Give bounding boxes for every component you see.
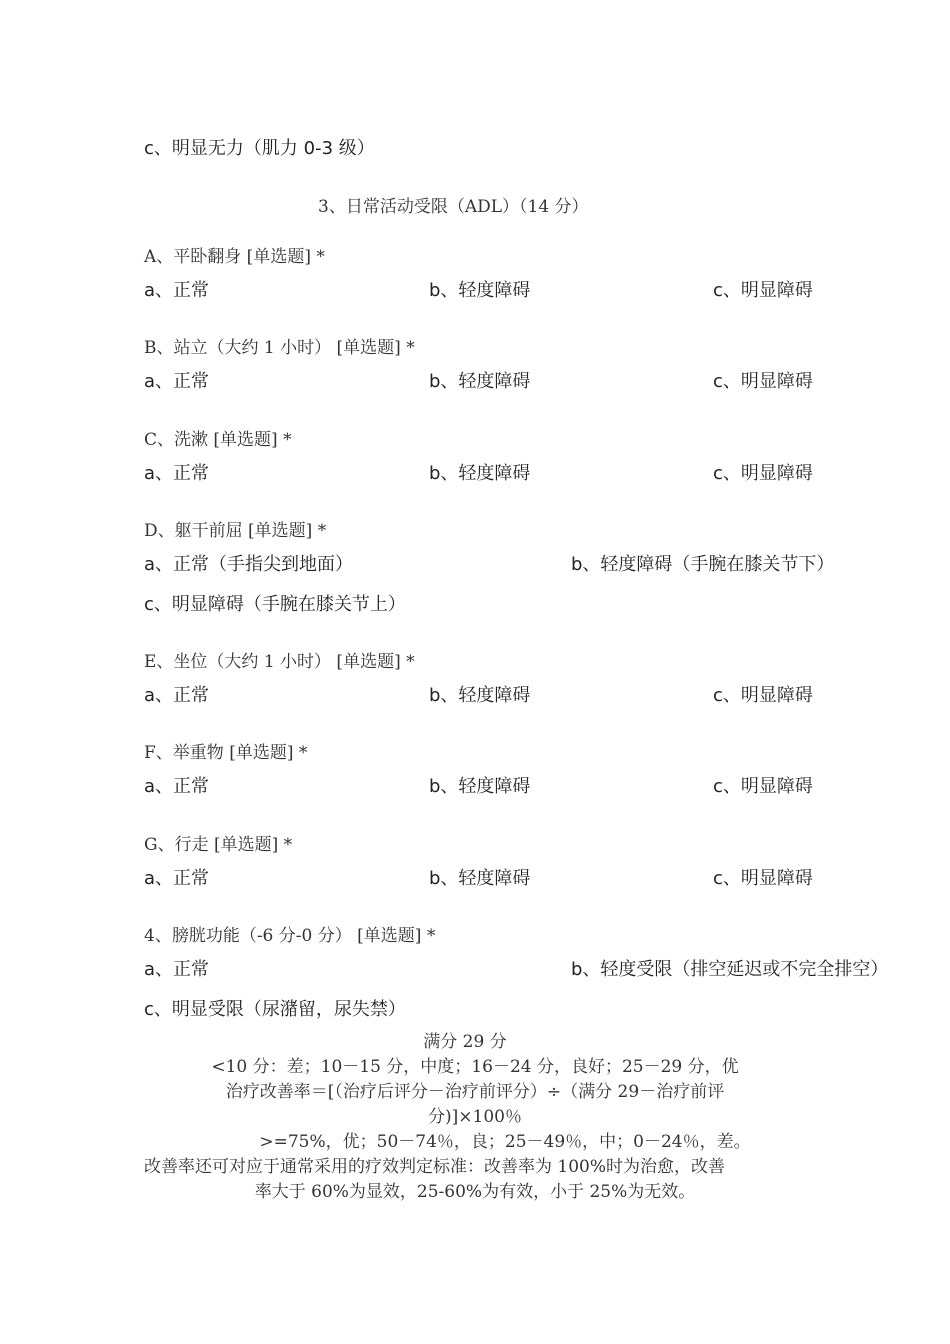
question-bladder-option-a[interactable]: a、正常 (144, 959, 210, 980)
section-3-title: 3、日常活动受限（ADL）（14 分） (318, 197, 589, 217)
question-b-option-a[interactable]: a、正常 (144, 371, 210, 392)
question-d-option-c[interactable]: c、明显障碍（手腕在膝关节上） (144, 594, 406, 615)
question-e-option-b[interactable]: b、轻度障碍 (429, 685, 531, 706)
question-bladder-title: 4、膀胱功能（-6 分-0 分） [单选题] * (144, 926, 436, 946)
question-bladder-option-b[interactable]: b、轻度受限（排空延迟或不完全排空） (571, 959, 889, 980)
summary-formula-line2: 分)]×100％ (428, 1107, 522, 1127)
question-b-option-c[interactable]: c、明显障碍 (713, 371, 813, 392)
question-c-option-b[interactable]: b、轻度障碍 (429, 463, 531, 484)
question-a-option-b[interactable]: b、轻度障碍 (429, 280, 531, 301)
question-f-title: F、举重物 [单选题] * (144, 743, 308, 763)
question-e-title: E、坐位（大约 1 小时） [单选题] * (144, 652, 415, 672)
question-f-option-b[interactable]: b、轻度障碍 (429, 776, 531, 797)
question-a-option-c[interactable]: c、明显障碍 (713, 280, 813, 301)
summary-standard-line2: 率大于 60%为显效，25-60%为有效，小于 25%为无效。 (254, 1182, 696, 1202)
question-g-title: G、行走 [单选题] * (144, 835, 293, 855)
summary-rate-grading: >=75%，优；50－74％，良；25－49％，中；0－24％，差。 (259, 1132, 751, 1152)
question-e-option-a[interactable]: a、正常 (144, 685, 210, 706)
question-a-title: A、平卧翻身 [单选题] * (144, 247, 325, 267)
question-c-option-a[interactable]: a、正常 (144, 463, 210, 484)
question-d-title: D、躯干前屈 [单选题] * (144, 521, 327, 541)
question-b-option-b[interactable]: b、轻度障碍 (429, 371, 531, 392)
summary-grading: <10 分：差；10－15 分，中度；16－24 分，良好；25－29 分，优 (211, 1057, 739, 1077)
question-g-option-a[interactable]: a、正常 (144, 868, 210, 889)
question-e-option-c[interactable]: c、明显障碍 (713, 685, 813, 706)
option-c-marked-weakness[interactable]: c、明显无力（肌力 0-3 级） (144, 138, 375, 159)
question-d-option-a[interactable]: a、正常（手指尖到地面） (144, 554, 354, 575)
question-c-title: C、洗漱 [单选题] * (144, 430, 292, 450)
question-b-title: B、站立（大约 1 小时） [单选题] * (144, 338, 415, 358)
summary-formula-line1: 治疗改善率＝[（治疗后评分－治疗前评分）÷（满分 29－治疗前评 (225, 1082, 725, 1102)
question-g-option-b[interactable]: b、轻度障碍 (429, 868, 531, 889)
question-d-option-b[interactable]: b、轻度障碍（手腕在膝关节下） (571, 554, 835, 575)
question-bladder-option-c[interactable]: c、明显受限（尿潴留，尿失禁） (144, 999, 406, 1020)
question-f-option-a[interactable]: a、正常 (144, 776, 210, 797)
summary-standard-line1: 改善率还可对应于通常采用的疗效判定标准：改善率为 100%时为治愈，改善 (144, 1157, 726, 1177)
question-f-option-c[interactable]: c、明显障碍 (713, 776, 813, 797)
question-c-option-c[interactable]: c、明显障碍 (713, 463, 813, 484)
summary-full-score: 满分 29 分 (423, 1032, 507, 1052)
question-g-option-c[interactable]: c、明显障碍 (713, 868, 813, 889)
question-a-option-a[interactable]: a、正常 (144, 280, 210, 301)
